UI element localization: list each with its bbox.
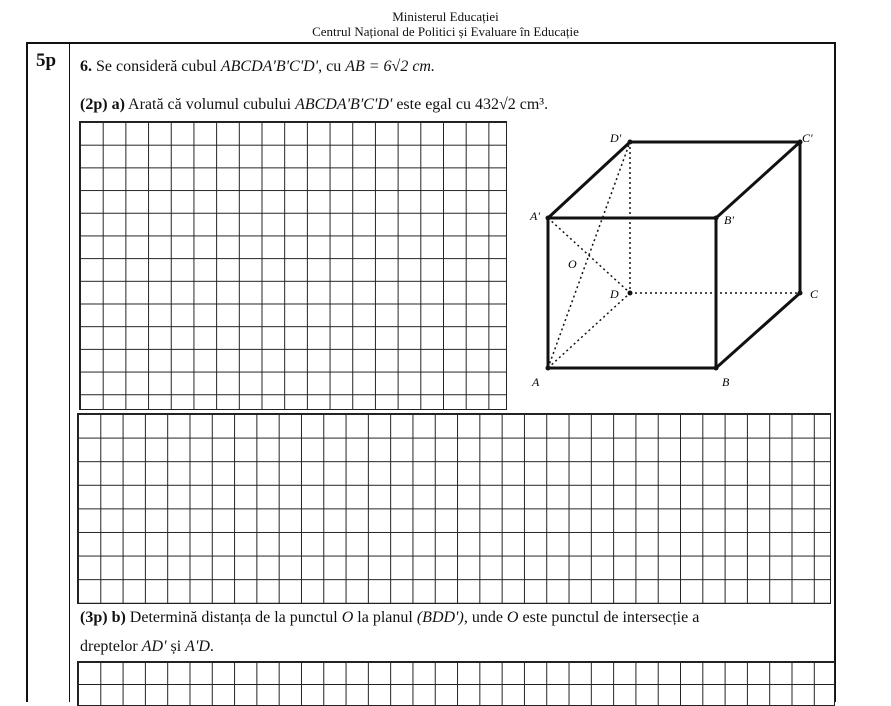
vertex-a [546, 366, 551, 371]
part-a-text: Arată că volumul cubului [128, 96, 292, 113]
part-b-point: O [341, 609, 354, 626]
part-b-text2: la planul [357, 609, 413, 626]
label-aprime: A' [530, 209, 540, 223]
vertex-dprime [628, 140, 633, 145]
part-a-text2: este egal cu [396, 96, 471, 113]
label-b: B [722, 375, 730, 389]
problem-cube-name: ABCDA'B'C'D' [220, 58, 319, 75]
vertex-d [628, 291, 633, 296]
frame-left-border [26, 42, 28, 702]
problem-number: 6. [80, 58, 92, 75]
part-b-text1: Determină distanța de la punctul [129, 609, 338, 626]
label-o: O [568, 257, 577, 271]
center-title: Centrul Național de Politici și Evaluare în Educație [312, 24, 579, 39]
part-b-point-repeat: O [506, 609, 519, 626]
problem-given: AB = 6√2 cm. [345, 58, 435, 75]
ministry-title: Ministerul Educației [392, 9, 499, 24]
part-b-plane: (BDD') [416, 609, 464, 626]
part-b-line2-text: dreptelor [80, 638, 138, 655]
frame-top-border [26, 42, 835, 44]
problem-text: Se consideră cubul [96, 58, 217, 75]
label-dprime: D' [610, 131, 622, 145]
part-b-end: . [209, 638, 214, 655]
vertex-b [714, 366, 719, 371]
edge-bprime-cprime [716, 142, 800, 218]
vertex-aprime [546, 216, 551, 221]
part-b-and: și [170, 638, 182, 655]
part-b-text3: , unde [463, 609, 503, 626]
label-c: C [810, 287, 819, 301]
answer-grid-b[interactable] [77, 661, 835, 706]
edge-a-d [548, 293, 630, 368]
label-bprime: B' [724, 213, 734, 227]
part-b-statement-line2 [80, 638, 214, 656]
answer-grid-a-bottom[interactable] [77, 413, 831, 604]
answer-grid-a-top[interactable] [79, 121, 507, 410]
label-cprime: C' [802, 131, 813, 145]
part-a-cube-name: ABCDA'B'C'D' [295, 96, 393, 113]
part-b-statement [80, 609, 699, 627]
vertex-bprime [714, 216, 719, 221]
part-a-statement [80, 96, 548, 114]
part-b-letter: b) [111, 609, 126, 626]
part-a-points: (2p) [80, 96, 108, 113]
label-a: A [532, 375, 540, 389]
problem-statement [80, 58, 435, 76]
diagonal-aprime-d [548, 218, 630, 293]
problem-given-sep: , cu [318, 58, 342, 75]
edge-b-c [716, 293, 800, 368]
part-b-line-ad: AD' [141, 638, 167, 655]
part-a-value: 432√2 cm³. [474, 96, 549, 113]
part-b-line-ad2: A'D [185, 638, 210, 655]
edge-aprime-dprime [548, 142, 630, 218]
vertex-c [798, 291, 803, 296]
part-a-letter: a) [111, 96, 125, 113]
points-label: 5p [36, 50, 57, 71]
cube-figure [520, 122, 835, 392]
part-b-points: (3p) [80, 609, 108, 626]
part-b-text4: este punctul de intersecție a [522, 609, 700, 626]
label-d: D [610, 287, 619, 301]
frame-points-divider [69, 42, 70, 702]
